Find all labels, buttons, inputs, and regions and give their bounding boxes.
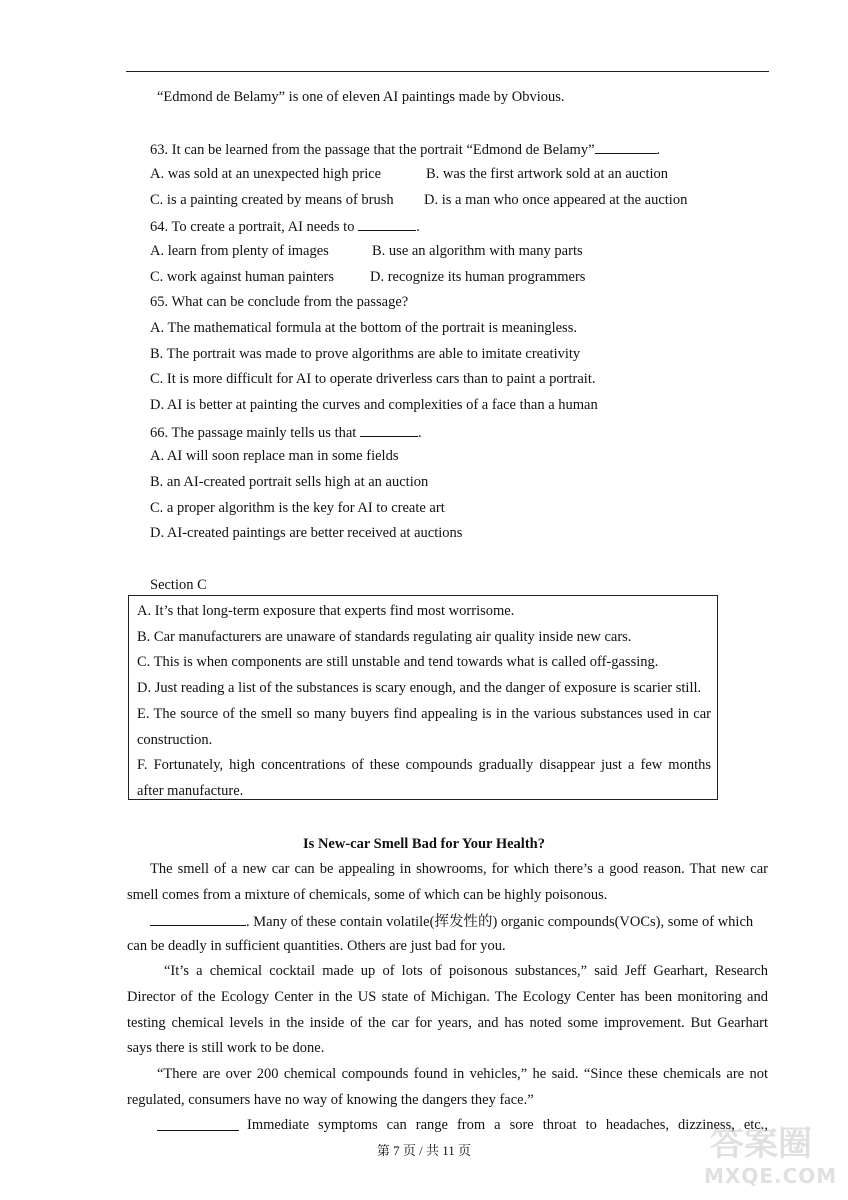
question-63-option-a: A. was sold at an unexpected high price (150, 166, 382, 182)
paragraph-5-text: Immediate symptoms can range from a sore throat to headaches, dizziness, etc., (247, 1117, 768, 1133)
section-c-option-e: E. The source of the smell so many buyers find appealing is in the various substances used in car (137, 706, 711, 722)
question-66-stem (150, 422, 422, 442)
section-c-option-f: F. Fortunately, high concentrations of these compounds gradually disappear just a few months (137, 757, 711, 773)
paragraph-4-line-2: regulated, consumers have no way of knowing the dangers they face.” (127, 1092, 534, 1108)
watermark-logo (702, 1108, 838, 1192)
paragraph-4-line-1: “There are over 200 chemical compounds found in vehicles,” he said. “Since these chemicals are not (157, 1066, 768, 1082)
question-63-option-b: B. was the first artwork sold at an auction (426, 166, 669, 182)
question-64-option-c: C. work against human painters (150, 269, 335, 285)
question-64-stem (150, 216, 420, 236)
question-65-option-c: C. It is more difficult for AI to operate driverless cars than to paint a portrait. (150, 371, 596, 387)
question-65-option-a: A. The mathematical formula at the bottom of the portrait is meaningless. (150, 320, 577, 336)
question-63-text: 63. It can be learned from the passage that the portrait “Edmond de Belamy” (150, 142, 595, 158)
gap-blank (157, 1116, 239, 1131)
answer-blank (595, 139, 657, 154)
stem-end: . (416, 219, 420, 235)
section-c-option-f-cont: after manufacture. (137, 783, 244, 799)
paragraph-2-line-1 (150, 911, 753, 931)
header-rule (126, 71, 769, 72)
section-c-option-c: C. This is when components are still unstable and tend towards what is called off-gassing. (137, 654, 659, 670)
paragraph-2-text: . Many of these contain volatile(挥发性的) organic compounds(VOCs), some of which (246, 914, 754, 930)
section-c-option-a: A. It’s that long-term exposure that experts find most worrisome. (137, 603, 515, 619)
question-65-stem: 65. What can be conclude from the passage? (150, 294, 409, 310)
paragraph-3-line-1: “It’s a chemical cocktail made up of lots of poisonous substances,” said Jeff Gearhart, Research (164, 963, 768, 979)
question-63-option-c: C. is a painting created by means of brush (150, 192, 394, 208)
article-title: Is New-car Smell Bad for Your Health? (303, 836, 545, 852)
watermark-line-1: 答案圈 (710, 1124, 812, 1164)
intro-sentence: “Edmond de Belamy” is one of eleven AI paintings made by Obvious. (157, 89, 565, 105)
question-63-option-d: D. is a man who once appeared at the auction (424, 192, 688, 208)
question-66-option-b: B. an AI-created portrait sells high at an auction (150, 474, 429, 490)
section-c-option-e-cont: construction. (137, 732, 213, 748)
question-64-option-d: D. recognize its human programmers (370, 269, 586, 285)
answer-blank (358, 216, 416, 231)
question-65-option-d: D. AI is better at painting the curves and complexities of a face than a human (150, 397, 598, 413)
paragraph-2-line-2: can be deadly in sufficient quantities. Others are just bad for you. (127, 938, 506, 954)
question-64-option-b: B. use an algorithm with many parts (372, 243, 583, 259)
watermark-line-2: MXQE.COM (704, 1164, 838, 1188)
paragraph-3-line-4: says there is still work to be done. (127, 1040, 325, 1056)
options-box (128, 595, 718, 800)
section-c-option-b: B. Car manufacturers are unaware of standards regulating air quality inside new cars. (137, 629, 632, 645)
paragraph-3-line-3: testing chemical levels in the inside of the car for years, and has noted some improvement. But Gearhart (127, 1015, 768, 1031)
gap-blank (150, 911, 246, 926)
stem-end: . (656, 142, 661, 158)
section-c-label: Section C (150, 577, 207, 593)
question-66-option-d: D. AI-created paintings are better received at auctions (150, 525, 463, 541)
question-66-text: 66. The passage mainly tells us that (150, 425, 357, 441)
paragraph-3-line-2: Director of the Ecology Center in the US state of Michigan. The Ecology Center has been monitoring and (127, 989, 768, 1005)
section-c-option-d: D. Just reading a list of the substances is scary enough, and the danger of exposure is scarier still. (137, 680, 702, 696)
page-footer: 第 7 页 / 共 11 页 (376, 1143, 472, 1158)
paragraph-5-line-1 (157, 1116, 768, 1136)
question-66-option-a: A. AI will soon replace man in some fields (150, 448, 399, 464)
paragraph-1-line-1: The smell of a new car can be appealing in showrooms, for which there’s a good reason. That new car (150, 861, 768, 877)
stem-end: . (417, 425, 422, 441)
question-64-option-a: A. learn from plenty of images (150, 243, 329, 259)
question-64-text: 64. To create a portrait, AI needs to (150, 219, 355, 235)
paragraph-1-line-2: smell comes from a mixture of chemicals, some of which can be highly poisonous. (127, 887, 608, 903)
question-65-option-b: B. The portrait was made to prove algorithms are able to imitate creativity (150, 346, 581, 362)
answer-blank (360, 422, 418, 437)
question-66-option-c: C. a proper algorithm is the key for AI to create art (150, 500, 445, 516)
question-63-stem (150, 139, 660, 159)
